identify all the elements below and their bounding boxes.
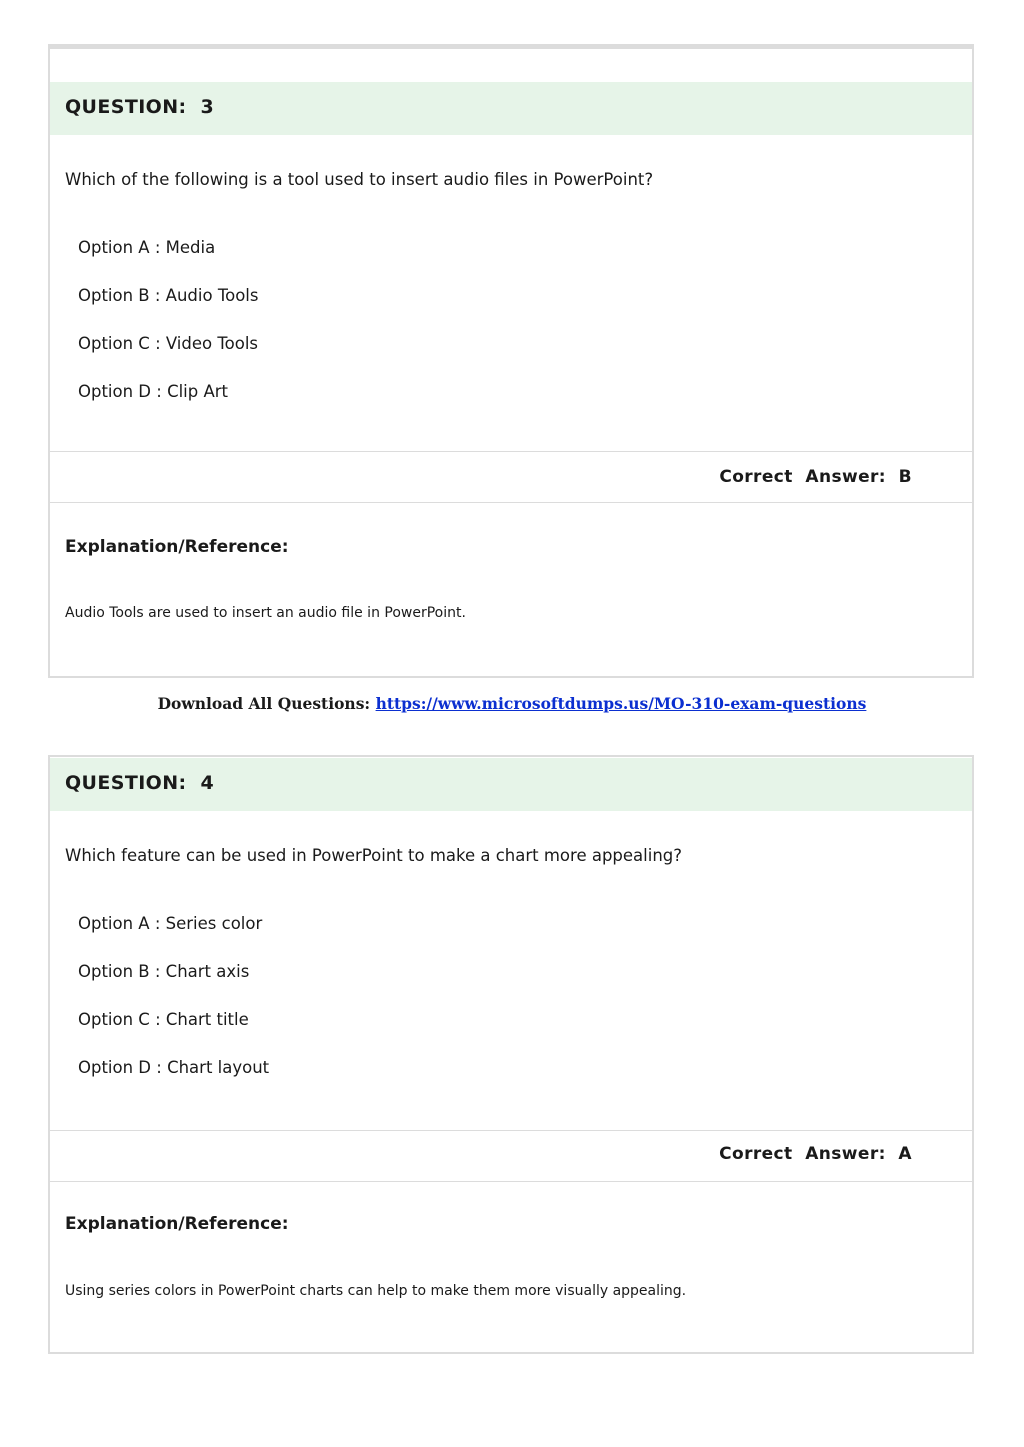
question-title: QUESTION: 3 — [65, 96, 215, 118]
download-link[interactable]: https://www.microsoftdumps.us/MO-310-exam-questions — [375, 694, 867, 713]
question-header — [50, 82, 972, 135]
correct-answer: Correct Answer: A — [719, 1144, 912, 1164]
explanation-label: Explanation/Reference: — [65, 1214, 289, 1234]
divider — [50, 1130, 972, 1131]
correct-answer: Correct Answer: B — [719, 467, 912, 487]
explanation-text: Using series colors in PowerPoint charts can help to make them more visually appealing. — [65, 1283, 687, 1299]
option-c: Option C : Chart title — [78, 1010, 249, 1029]
download-label: Download All Questions: — [157, 694, 376, 713]
question-text: Which of the following is a tool used to insert audio files in PowerPoint? — [65, 170, 654, 189]
question-text: Which feature can be used in PowerPoint to make a chart more appealing? — [65, 846, 683, 865]
option-a: Option A : Series color — [78, 914, 263, 933]
option-b: Option B : Chart axis — [78, 962, 250, 981]
option-d: Option D : Clip Art — [78, 382, 229, 401]
option-d: Option D : Chart layout — [78, 1058, 270, 1077]
divider — [50, 451, 972, 452]
divider — [50, 1181, 972, 1182]
explanation-label: Explanation/Reference: — [65, 537, 289, 557]
explanation-text: Audio Tools are used to insert an audio file in PowerPoint. — [65, 605, 466, 621]
download-line — [0, 694, 1024, 713]
question-header — [50, 758, 972, 811]
option-b: Option B : Audio Tools — [78, 286, 259, 305]
divider — [50, 502, 972, 503]
option-c: Option C : Video Tools — [78, 334, 259, 353]
question-title: QUESTION: 4 — [65, 772, 215, 794]
option-a: Option A : Media — [78, 238, 216, 257]
question-card — [48, 755, 974, 1354]
question-card — [48, 44, 974, 678]
